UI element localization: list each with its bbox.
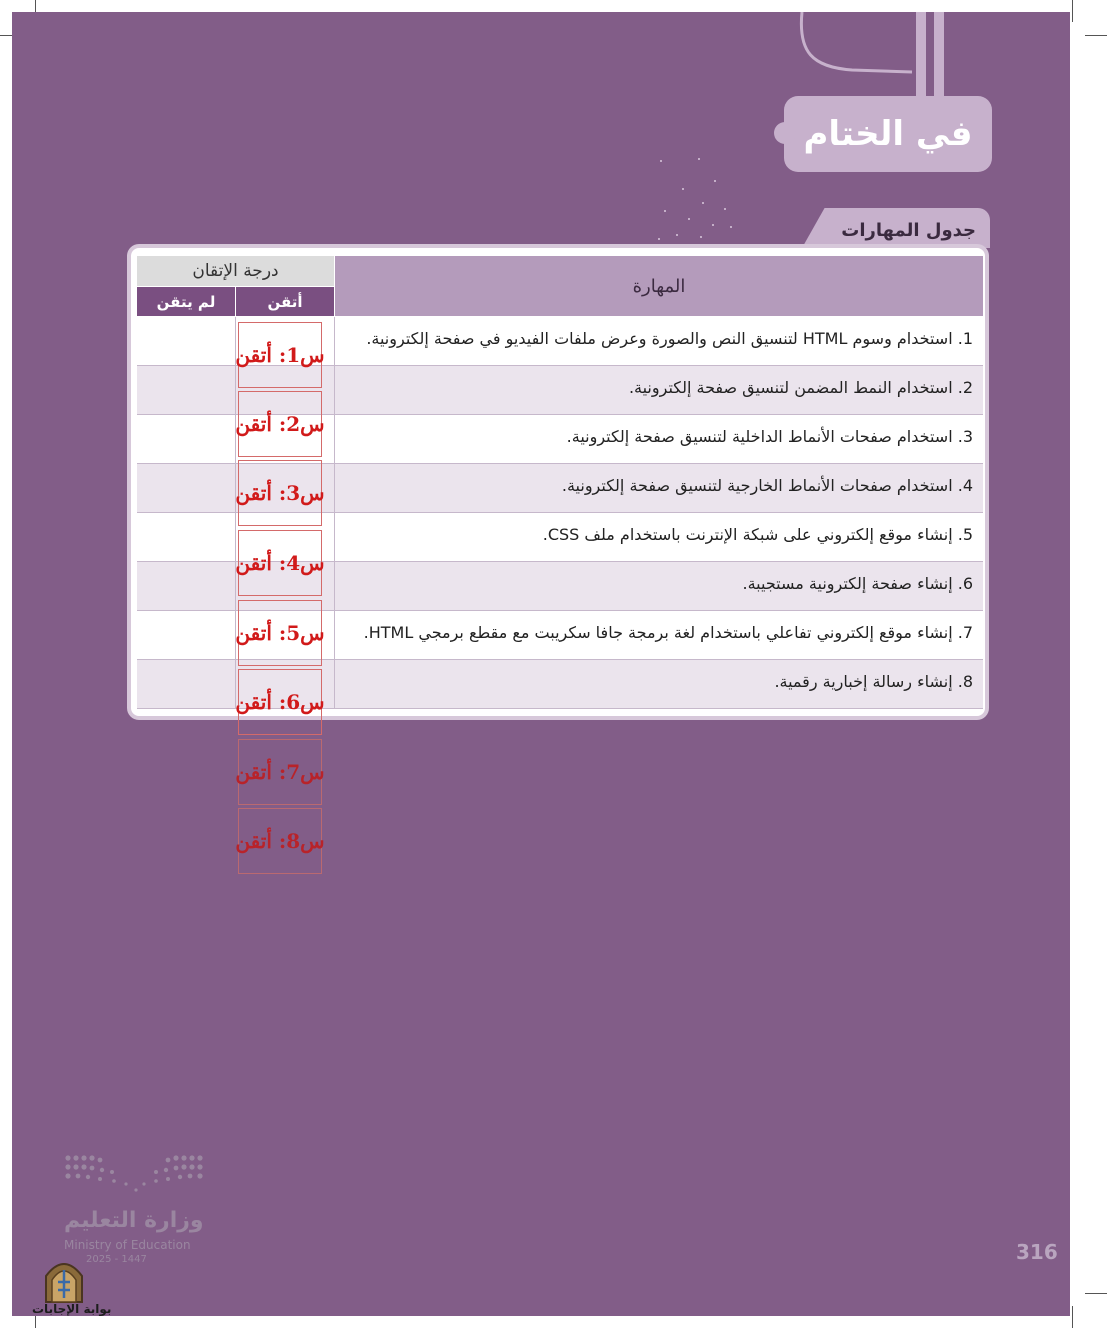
mastery-column-header — [137, 256, 334, 286]
crop-mark — [1085, 1293, 1107, 1294]
decor-speck — [712, 224, 714, 226]
ministry-name-arabic: وزارة التعليم — [64, 1208, 204, 1233]
answer-annotation — [235, 739, 325, 805]
skill-text: 8. إنشاء رسالة إخبارية رقمية. — [774, 672, 973, 691]
answer-annotation — [235, 391, 325, 457]
answer-text: س7: أتقن — [235, 760, 325, 784]
page-title: في الختام — [803, 114, 973, 154]
ministry-logo-dots — [64, 1152, 204, 1198]
mastered-column-header — [236, 287, 334, 316]
column-divider — [235, 317, 236, 709]
skill-text: 5. إنشاء موقع إلكتروني على شبكة الإنترنت باستخدام ملف CSS. — [542, 525, 973, 544]
answer-text: س8: أتقن — [235, 829, 325, 853]
skill-text: 1. استخدام وسوم HTML لتنسيق النص والصورة وعرض ملفات الفيديو في صفحة إلكترونية. — [366, 329, 973, 348]
answer-text: س6: أتقن — [235, 690, 325, 714]
answer-text: س4: أتقن — [235, 551, 325, 575]
decor-speck — [702, 202, 704, 204]
mastery-header-label: درجة الإتقان — [192, 261, 279, 281]
answer-annotation — [235, 530, 325, 596]
answer-annotation — [235, 600, 325, 666]
crop-mark — [1085, 35, 1107, 36]
mastered-header-label: أتقن — [267, 292, 303, 311]
skill-column-header — [335, 256, 983, 316]
answer-annotation — [235, 808, 325, 874]
hanger-curve — [792, 12, 932, 102]
decor-speck — [660, 160, 662, 162]
chapter-title-tab — [784, 96, 992, 172]
decor-speck — [698, 158, 700, 160]
crop-mark — [1072, 0, 1073, 22]
answer-text: س5: أتقن — [235, 621, 325, 645]
decor-speck — [700, 236, 702, 238]
answer-text: س2: أتقن — [235, 412, 325, 436]
decor-speck — [730, 226, 732, 228]
not-mastered-header-label: لم يتقن — [156, 292, 216, 311]
skill-text: 4. استخدام صفحات الأنماط الخارجية لتنسيق صفحة إلكترونية. — [561, 476, 973, 495]
decor-speck — [664, 210, 666, 212]
skill-text: 2. استخدام النمط المضمن لتنسيق صفحة إلكترونية. — [628, 378, 973, 397]
decor-speck — [724, 208, 726, 210]
decor-speck — [658, 238, 660, 240]
page-number: 316 — [1016, 1240, 1058, 1264]
decor-speck — [676, 234, 678, 236]
answer-text: س3: أتقن — [235, 481, 325, 505]
crop-mark — [1072, 1306, 1073, 1328]
ministry-year: 2025 - 1447 — [86, 1254, 147, 1265]
skill-text: 6. إنشاء صفحة إلكترونية مستجيبة. — [742, 574, 973, 593]
decor-speck — [682, 188, 684, 190]
column-divider — [334, 317, 335, 709]
answers-portal-logo-icon — [42, 1256, 86, 1304]
answer-annotation — [235, 669, 325, 735]
skill-text: 7. إنشاء موقع إلكتروني تفاعلي باستخدام لغة برمجة جافا سكريبت مع مقطع برمجي HTML. — [363, 623, 973, 642]
tab-notch — [774, 122, 796, 144]
answer-annotation — [235, 460, 325, 526]
skill-text: 3. استخدام صفحات الأنماط الداخلية لتنسيق صفحة إلكترونية. — [566, 427, 973, 446]
book-page — [12, 12, 1070, 1316]
skill-header-label: المهارة — [632, 275, 686, 297]
section-title: جدول المهارات — [841, 220, 976, 241]
answer-text: س1: أتقن — [235, 343, 325, 367]
hanger-line — [934, 12, 944, 98]
not-mastered-column-header — [137, 287, 235, 316]
decor-speck — [714, 180, 716, 182]
answer-annotation — [235, 322, 325, 388]
ministry-name-english: Ministry of Education — [64, 1238, 191, 1252]
answers-portal-label: بوابة الإجابات — [32, 1302, 112, 1316]
decor-speck — [688, 218, 690, 220]
